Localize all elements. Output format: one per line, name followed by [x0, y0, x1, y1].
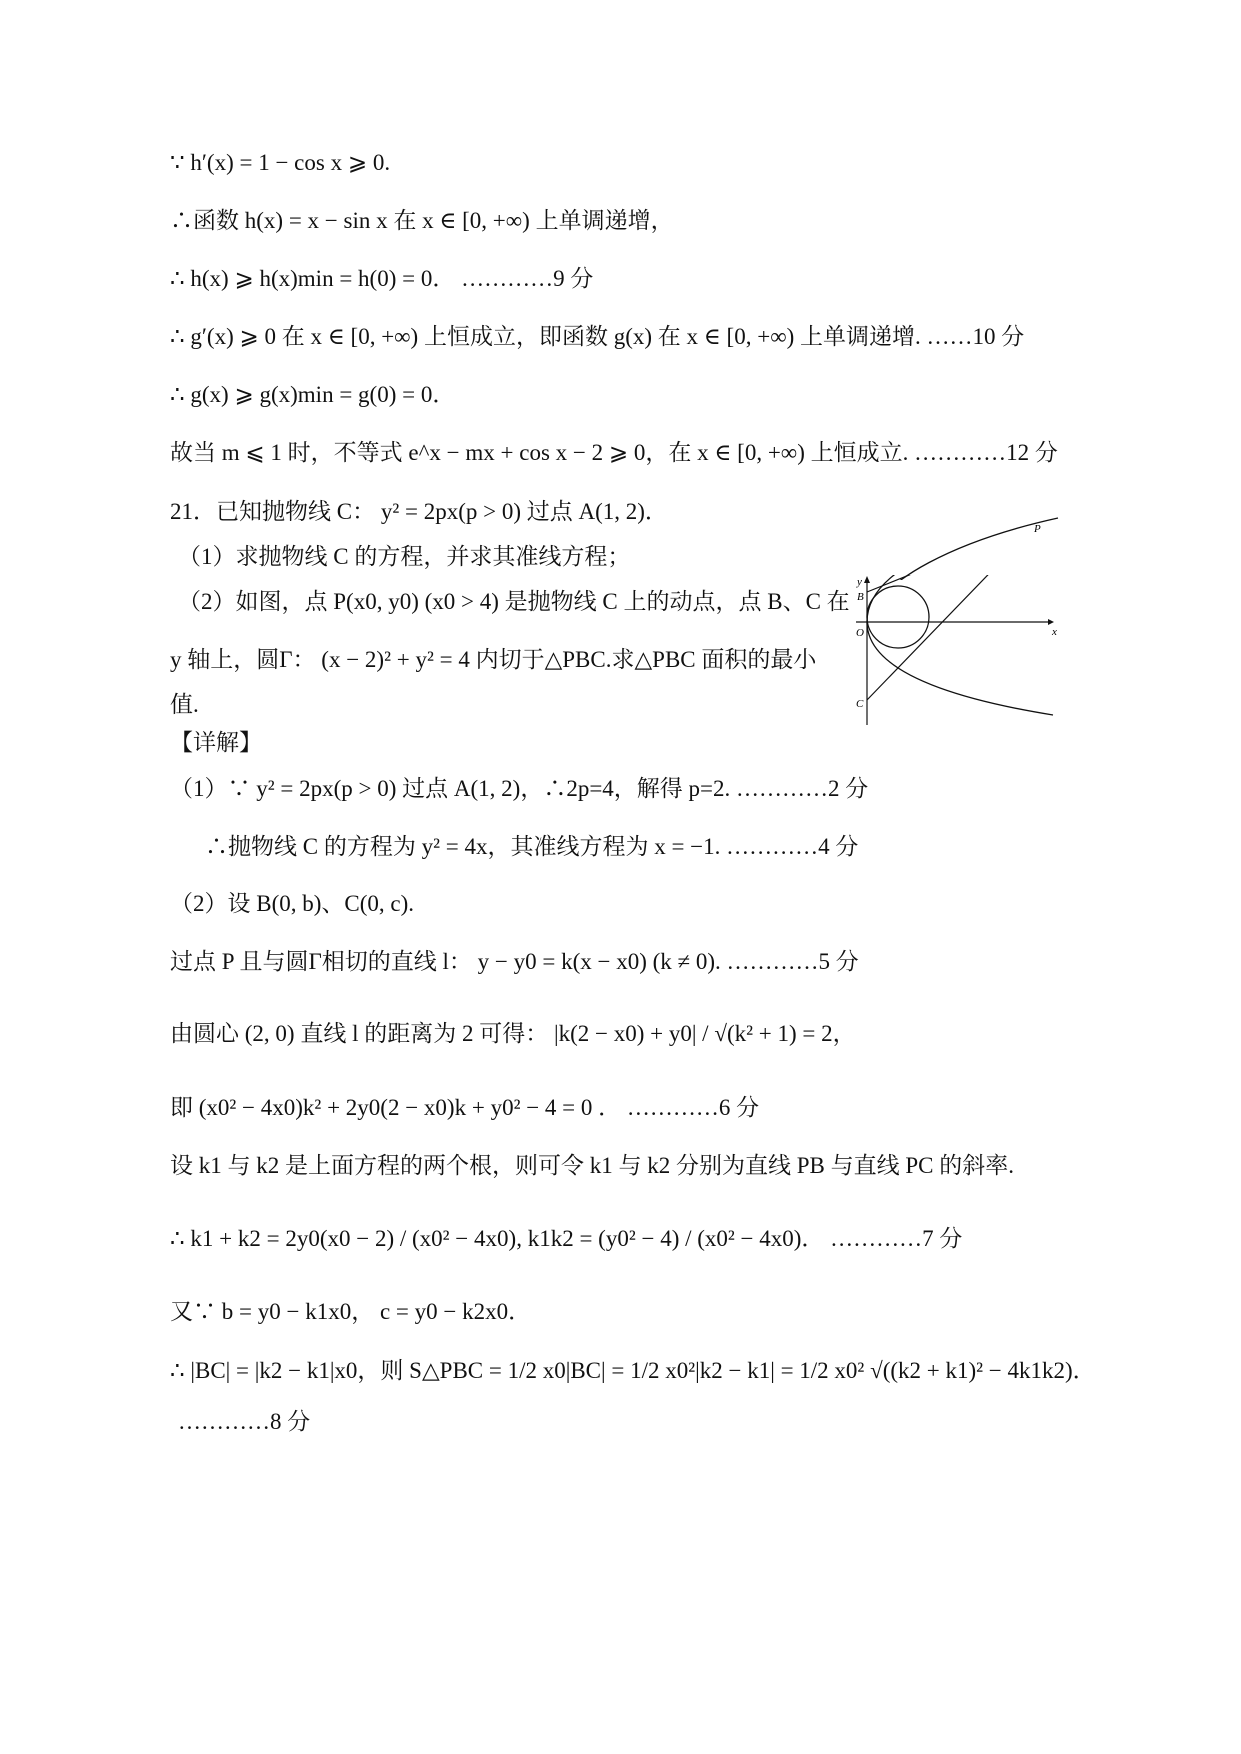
figure-top: [848, 500, 1063, 580]
problem-21-part1: [178, 542, 630, 572]
math-line: ∴ k1 + k2 = 2y0(x0 − 2) / (x0² − 4x0), k1k2 = (y0² − 4) / (x0² − 4x0)． …………7 分: [170, 1226, 963, 1251]
label-y: y: [857, 576, 862, 588]
line-2: [170, 206, 674, 236]
math-line: ∴ g′(x) ⩾ 0 在 x ∈ [0, +∞) 上恒成立，即函数 g(x) 在 x ∈ [0, +∞) 上单调递增. ……10 分: [170, 324, 1025, 349]
math-line: 设 k1 与 k2 是上面方程的两个根，则可令 k1 与 k2 分别为直线 PB 与直线 PC 的斜率.: [170, 1153, 1015, 1178]
problem-21-part2-end: [170, 690, 199, 720]
label-p: P: [1034, 523, 1041, 535]
problem-21-stem: [170, 497, 668, 527]
solution-6: [170, 1093, 759, 1123]
solution-2: [205, 832, 858, 862]
math-line: ∴抛物线 C 的方程为 y² = 4x，其准线方程为 x = −1. …………4 分: [205, 834, 859, 859]
parabola-figure: [848, 575, 1063, 725]
solution-10: [170, 1356, 1096, 1386]
solution-3: [170, 889, 414, 919]
solution-7: [170, 1151, 1014, 1181]
math-line: 值.: [170, 692, 199, 717]
math-line: 21．已知抛物线 C： y² = 2px(p > 0) 过点 A(1, 2)．: [170, 499, 668, 524]
line-3: [170, 264, 593, 294]
solution-5: [170, 1019, 856, 1049]
math-line: ∴ g(x) ⩾ g(x)min = g(0) = 0．: [170, 382, 456, 407]
math-line: 【详解】: [170, 730, 262, 755]
math-line: （2）如图，点 P(x0, y0) (x0 > 4) 是抛物线 C 上的动点，点 B、C 在: [178, 589, 850, 614]
math-line: 由圆心 (2, 0) 直线 l 的距离为 2 可得： |k(2 − x0) + y0| / √(k² + 1) = 2，: [170, 1021, 856, 1046]
label-x: x: [1052, 626, 1057, 638]
segment-pc: [867, 575, 1038, 700]
parabola-top-branch: [867, 518, 1058, 580]
problem-21-part2: [178, 587, 850, 617]
line-5: [170, 380, 455, 410]
label-b: B: [857, 591, 864, 603]
math-line: y 轴上，圆Γ： (x − 2)² + y² = 4 内切于△PBC.求△PBC 面积的最小: [170, 647, 817, 672]
incircle: [867, 586, 929, 648]
solution-1: [170, 774, 868, 804]
math-line: （2）设 B(0, b)、C(0, c).: [170, 891, 415, 916]
line-1: [170, 148, 390, 178]
math-line: ∴ |BC| = |k2 − k1|x0，则 S△PBC = 1/2 x0|BC| = 1/2 x0²|k2 − k1| = 1/2 x0² √((k2 + k1)² − 4k1k2)．: [170, 1358, 1096, 1383]
solution-8: [170, 1224, 962, 1254]
math-line: （1）∵ y² = 2px(p > 0) 过点 A(1, 2)，∴2p=4，解得 p=2. …………2 分: [170, 776, 869, 801]
solution-4: [170, 947, 859, 977]
label-o: O: [856, 627, 864, 639]
solution-9: [170, 1297, 531, 1327]
line-6: [170, 438, 1058, 468]
line-4: [170, 322, 1024, 352]
math-line: 过点 P 且与圆Γ相切的直线 l： y − y0 = k(x − x0) (k ≠ 0). …………5 分: [170, 949, 859, 974]
label-c: C: [856, 698, 864, 710]
math-line: …………8 分: [178, 1409, 311, 1434]
math-line: ∵ h′(x) = 1 − cos x ⩾ 0.: [170, 150, 391, 175]
math-line: ∴ h(x) ⩾ h(x)min = h(0) = 0． …………9 分: [170, 266, 594, 291]
math-line: 即 (x0² − 4x0)k² + 2y0(2 − x0)k + y0² − 4 = 0 ． …………6 分: [170, 1095, 760, 1120]
solution-11: [178, 1407, 310, 1437]
math-line: 又∵ b = y0 − k1x0， c = y0 − k2x0．: [170, 1299, 532, 1324]
math-line: ∴函数 h(x) = x − sin x 在 x ∈ [0, +∞) 上单调递增，: [170, 208, 674, 233]
math-line: （1）求抛物线 C 的方程，并求其准线方程；: [178, 544, 631, 569]
problem-21-part2-cont: [170, 645, 816, 675]
parabola-curve: [867, 575, 1053, 715]
x-axis-arrow: [1048, 619, 1054, 625]
math-line: 故当 m ⩽ 1 时，不等式 e^x − mx + cos x − 2 ⩾ 0，在 x ∈ [0, +∞) 上恒成立. …………12 分: [170, 440, 1058, 465]
solution-heading: [170, 728, 262, 758]
